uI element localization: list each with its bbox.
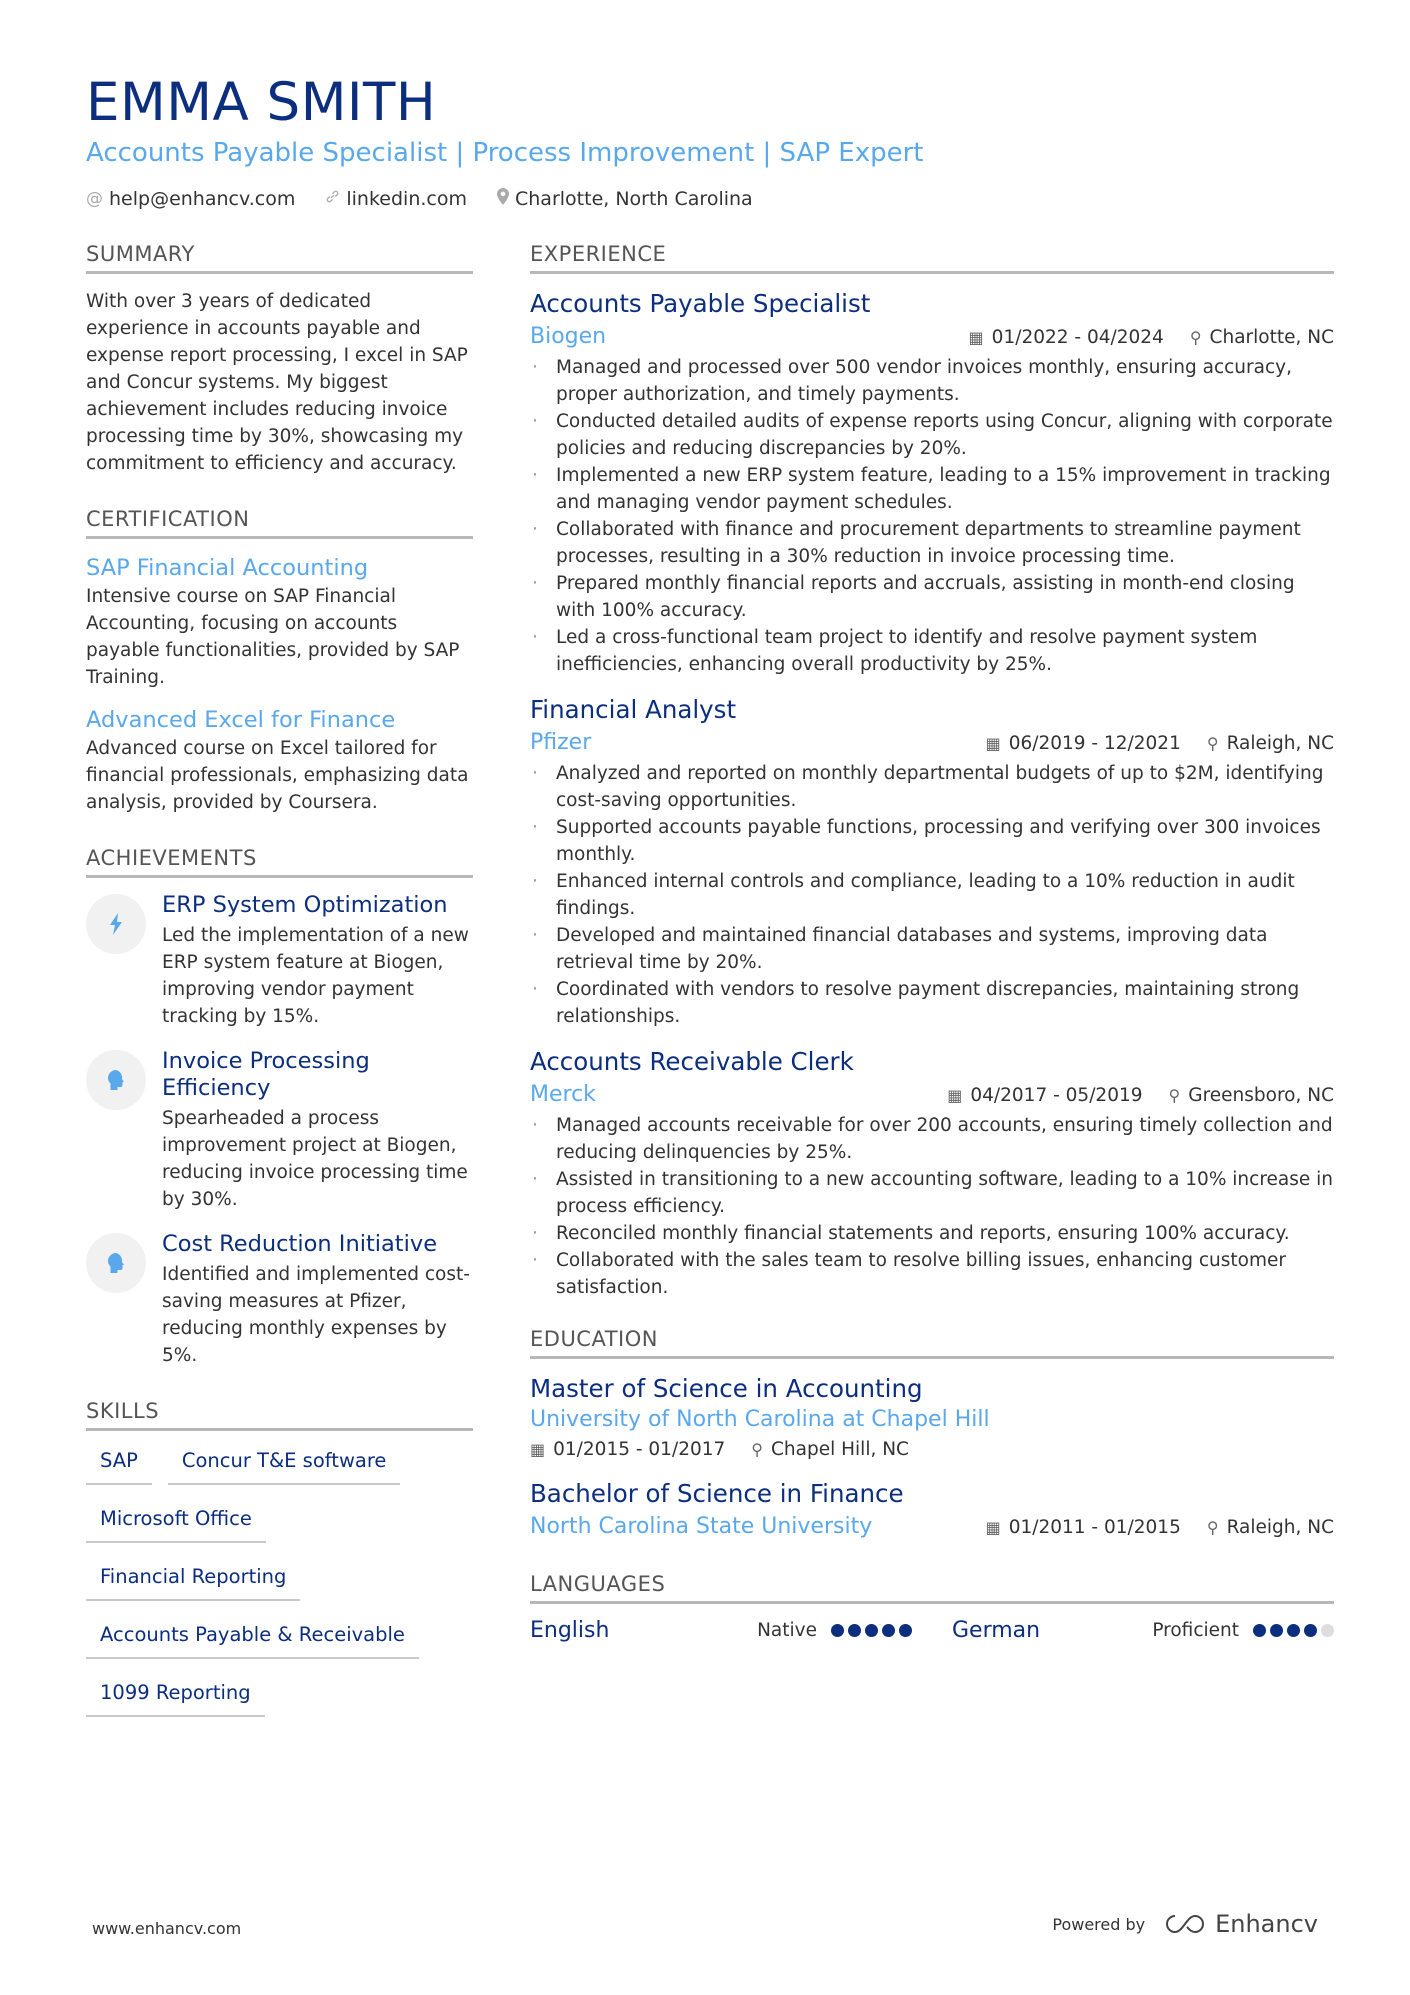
location-icon: ⚲ xyxy=(1168,1085,1181,1105)
experience-section xyxy=(530,240,1334,1301)
bullet: · Implemented a new ERP system feature, leading to a 15% improvement in tracking and managing vendor payment schedules. xyxy=(530,462,1334,516)
achievement-title: Invoice Processing Efficiency xyxy=(162,1048,370,1101)
calendar-icon: ▦ xyxy=(947,1085,963,1105)
contact-list xyxy=(86,188,1336,210)
infinity-logo-icon xyxy=(1163,1912,1207,1936)
location-icon: ⚲ xyxy=(751,1440,763,1459)
candidate-name: EMMA SMITH xyxy=(86,72,437,133)
edu-dates: 01/2011 - 01/2015 xyxy=(1008,1516,1181,1538)
achievements-section xyxy=(86,844,473,1369)
proficiency-dots xyxy=(831,1624,912,1637)
achievement-title: Cost Reduction Initiative xyxy=(162,1231,438,1257)
achievement-item xyxy=(86,1048,473,1213)
contact-location xyxy=(497,188,753,210)
company-name: Pfizer xyxy=(530,730,592,755)
section-title-experience: EXPERIENCE xyxy=(530,240,1334,274)
certification-section xyxy=(86,505,473,816)
head-icon xyxy=(86,1050,146,1110)
calendar-icon: ▦ xyxy=(985,733,1001,753)
degree: Master of Science in Accounting xyxy=(530,1374,923,1403)
education-entry xyxy=(530,1373,1334,1460)
bullet: · Developed and maintained financial databases and systems, improving data retrieval time by 20%. xyxy=(530,922,1334,976)
proficiency-dots xyxy=(1253,1624,1334,1637)
calendar-icon: ▦ xyxy=(985,1517,1001,1537)
job-location: Greensboro, NC xyxy=(1188,1084,1334,1106)
calendar-icon: ▦ xyxy=(530,1440,546,1459)
left-column xyxy=(86,240,473,1753)
enhancv-logo[interactable] xyxy=(1163,1910,1318,1938)
job-location: Raleigh, NC xyxy=(1226,732,1334,754)
footer-website[interactable]: www.enhancv.com xyxy=(92,1919,242,1938)
link-icon xyxy=(325,189,340,209)
head-icon xyxy=(86,1233,146,1293)
language-level: Proficient xyxy=(1152,1620,1239,1641)
brand-name: Enhancv xyxy=(1215,1910,1318,1938)
achievement-item xyxy=(86,892,473,1030)
edu-location: Raleigh, NC xyxy=(1226,1516,1334,1538)
bullet: · Managed accounts receivable for over 200 accounts, ensuring timely collection and reducing delinquencies by 25%. xyxy=(530,1112,1334,1166)
language-level: Native xyxy=(757,1620,817,1641)
school: University of North Carolina at Chapel Hill xyxy=(530,1407,990,1432)
job-bullets xyxy=(530,354,1334,678)
bullet: · Collaborated with finance and procurement departments to streamline payment processes, resulting in a 30% reduction in invoice processing time. xyxy=(530,516,1334,570)
edu-location: Chapel Hill, NC xyxy=(771,1439,909,1460)
footer-branding xyxy=(1052,1910,1318,1938)
bullet: · Analyzed and reported on monthly departmental budgets of up to $2M, identifying cost-saving opportunities. xyxy=(530,760,1334,814)
languages-section xyxy=(530,1570,1334,1643)
skill-tag: Microsoft Office xyxy=(86,1493,266,1543)
job-title: Accounts Receivable Clerk xyxy=(530,1047,854,1076)
location-icon xyxy=(497,188,509,210)
section-title-languages: LANGUAGES xyxy=(530,1570,1334,1604)
bullet: · Led a cross-functional team project to identify and resolve payment system inefficiencies, enhancing overall productivity by 25%. xyxy=(530,624,1334,678)
achievement-desc: Identified and implemented cost-saving measures at Pfizer, reducing monthly expenses by 5%. xyxy=(162,1264,470,1366)
location-icon: ⚲ xyxy=(1189,327,1202,347)
skill-tag: SAP xyxy=(86,1435,152,1485)
bullet: · Reconciled monthly financial statements and reports, ensuring 100% accuracy. xyxy=(530,1220,1334,1247)
bullet: · Supported accounts payable functions, processing and verifying over 300 invoices monthly. xyxy=(530,814,1334,868)
cert-desc: Advanced course on Excel tailored for financial professionals, emphasizing data analysis, provided by Coursera. xyxy=(86,738,469,813)
degree: Bachelor of Science in Finance xyxy=(530,1479,904,1508)
right-column xyxy=(530,240,1334,1671)
section-title-education: EDUCATION xyxy=(530,1325,1334,1359)
contact-email-text: help@enhancv.com xyxy=(109,188,296,210)
achievement-desc: Spearheaded a process improvement project at Biogen, reducing invoice processing time by 30%. xyxy=(162,1108,468,1210)
bullet: · Assisted in transitioning to a new accounting software, leading to a 10% increase in process efficiency. xyxy=(530,1166,1334,1220)
bolt-icon xyxy=(86,894,146,954)
achievement-title: ERP System Optimization xyxy=(162,892,448,918)
skill-tag: Financial Reporting xyxy=(86,1551,300,1601)
job-dates: 06/2019 - 12/2021 xyxy=(1008,732,1181,754)
contact-location-text: Charlotte, North Carolina xyxy=(515,188,753,210)
section-title-skills: SKILLS xyxy=(86,1397,473,1431)
location-icon: ⚲ xyxy=(1206,1517,1219,1537)
cert-name: SAP Financial Accounting xyxy=(86,555,369,581)
company-name: Merck xyxy=(530,1082,596,1107)
education-section xyxy=(530,1325,1334,1542)
section-title-achievements: ACHIEVEMENTS xyxy=(86,844,473,878)
job-location: Charlotte, NC xyxy=(1209,326,1334,348)
skill-tag: Concur T&E software xyxy=(168,1435,401,1485)
job-entry xyxy=(530,694,1334,1030)
job-bullets xyxy=(530,1112,1334,1301)
bullet: · Conducted detailed audits of expense reports using Concur, aligning with corporate policies and reducing discrepancies by 20%. xyxy=(530,408,1334,462)
language-name: English xyxy=(530,1618,610,1643)
edu-dates: 01/2015 - 01/2017 xyxy=(553,1439,726,1460)
skills-section xyxy=(86,1397,473,1725)
skill-tag: Accounts Payable & Receivable xyxy=(86,1609,419,1659)
achievement-desc: Led the implementation of a new ERP system feature at Biogen, improving vendor payment tracking by 15%. xyxy=(162,925,469,1027)
bullet: · Managed and processed over 500 vendor invoices monthly, ensuring accuracy, proper authorization, and timely payments. xyxy=(530,354,1334,408)
cert-name: Advanced Excel for Finance xyxy=(86,707,396,733)
at-icon: @ xyxy=(86,189,103,209)
location-icon: ⚲ xyxy=(1206,733,1219,753)
candidate-headline: Accounts Payable Specialist | Process Improvement | SAP Expert xyxy=(86,138,924,168)
job-bullets xyxy=(530,760,1334,1030)
bullet: · Coordinated with vendors to resolve payment discrepancies, maintaining strong relationships. xyxy=(530,976,1334,1030)
contact-linkedin[interactable] xyxy=(325,188,467,210)
education-entry xyxy=(530,1478,1334,1542)
skill-tag: 1099 Reporting xyxy=(86,1667,265,1717)
summary-section xyxy=(86,240,473,477)
powered-by-text: Powered by xyxy=(1052,1914,1146,1934)
language-item xyxy=(530,1618,912,1643)
language-name: German xyxy=(952,1618,1041,1643)
job-dates: 04/2017 - 05/2019 xyxy=(970,1084,1143,1106)
summary-text: With over 3 years of dedicated experience in accounts payable and expense report processing, I excel in SAP and Concur systems. My biggest achievement includes reducing invoice processing time by 30%, showcasing my commitment to efficiency and accuracy. xyxy=(86,291,468,474)
job-entry xyxy=(530,1046,1334,1301)
school: North Carolina State University xyxy=(530,1514,873,1539)
job-entry xyxy=(530,288,1334,678)
section-title-summary: SUMMARY xyxy=(86,240,473,274)
language-item xyxy=(952,1618,1334,1643)
job-dates: 01/2022 - 04/2024 xyxy=(991,326,1164,348)
cert-desc: Intensive course on SAP Financial Accounting, focusing on accounts payable functionalities, provided by SAP Training. xyxy=(86,586,460,688)
company-name: Biogen xyxy=(530,324,607,349)
job-title: Financial Analyst xyxy=(530,695,737,724)
contact-email[interactable] xyxy=(86,188,295,210)
calendar-icon: ▦ xyxy=(968,327,984,347)
resume-header xyxy=(86,72,1336,210)
achievement-item xyxy=(86,1231,473,1369)
contact-linkedin-text: linkedin.com xyxy=(346,188,467,210)
bullet: · Prepared monthly financial reports and accruals, assisting in month-end closing with 100% accuracy. xyxy=(530,570,1334,624)
section-title-certification: CERTIFICATION xyxy=(86,505,473,539)
bullet: · Enhanced internal controls and compliance, leading to a 10% reduction in audit findings. xyxy=(530,868,1334,922)
bullet: · Collaborated with the sales team to resolve billing issues, enhancing customer satisfaction. xyxy=(530,1247,1334,1301)
skills-list xyxy=(86,1435,473,1725)
job-title: Accounts Payable Specialist xyxy=(530,289,871,318)
